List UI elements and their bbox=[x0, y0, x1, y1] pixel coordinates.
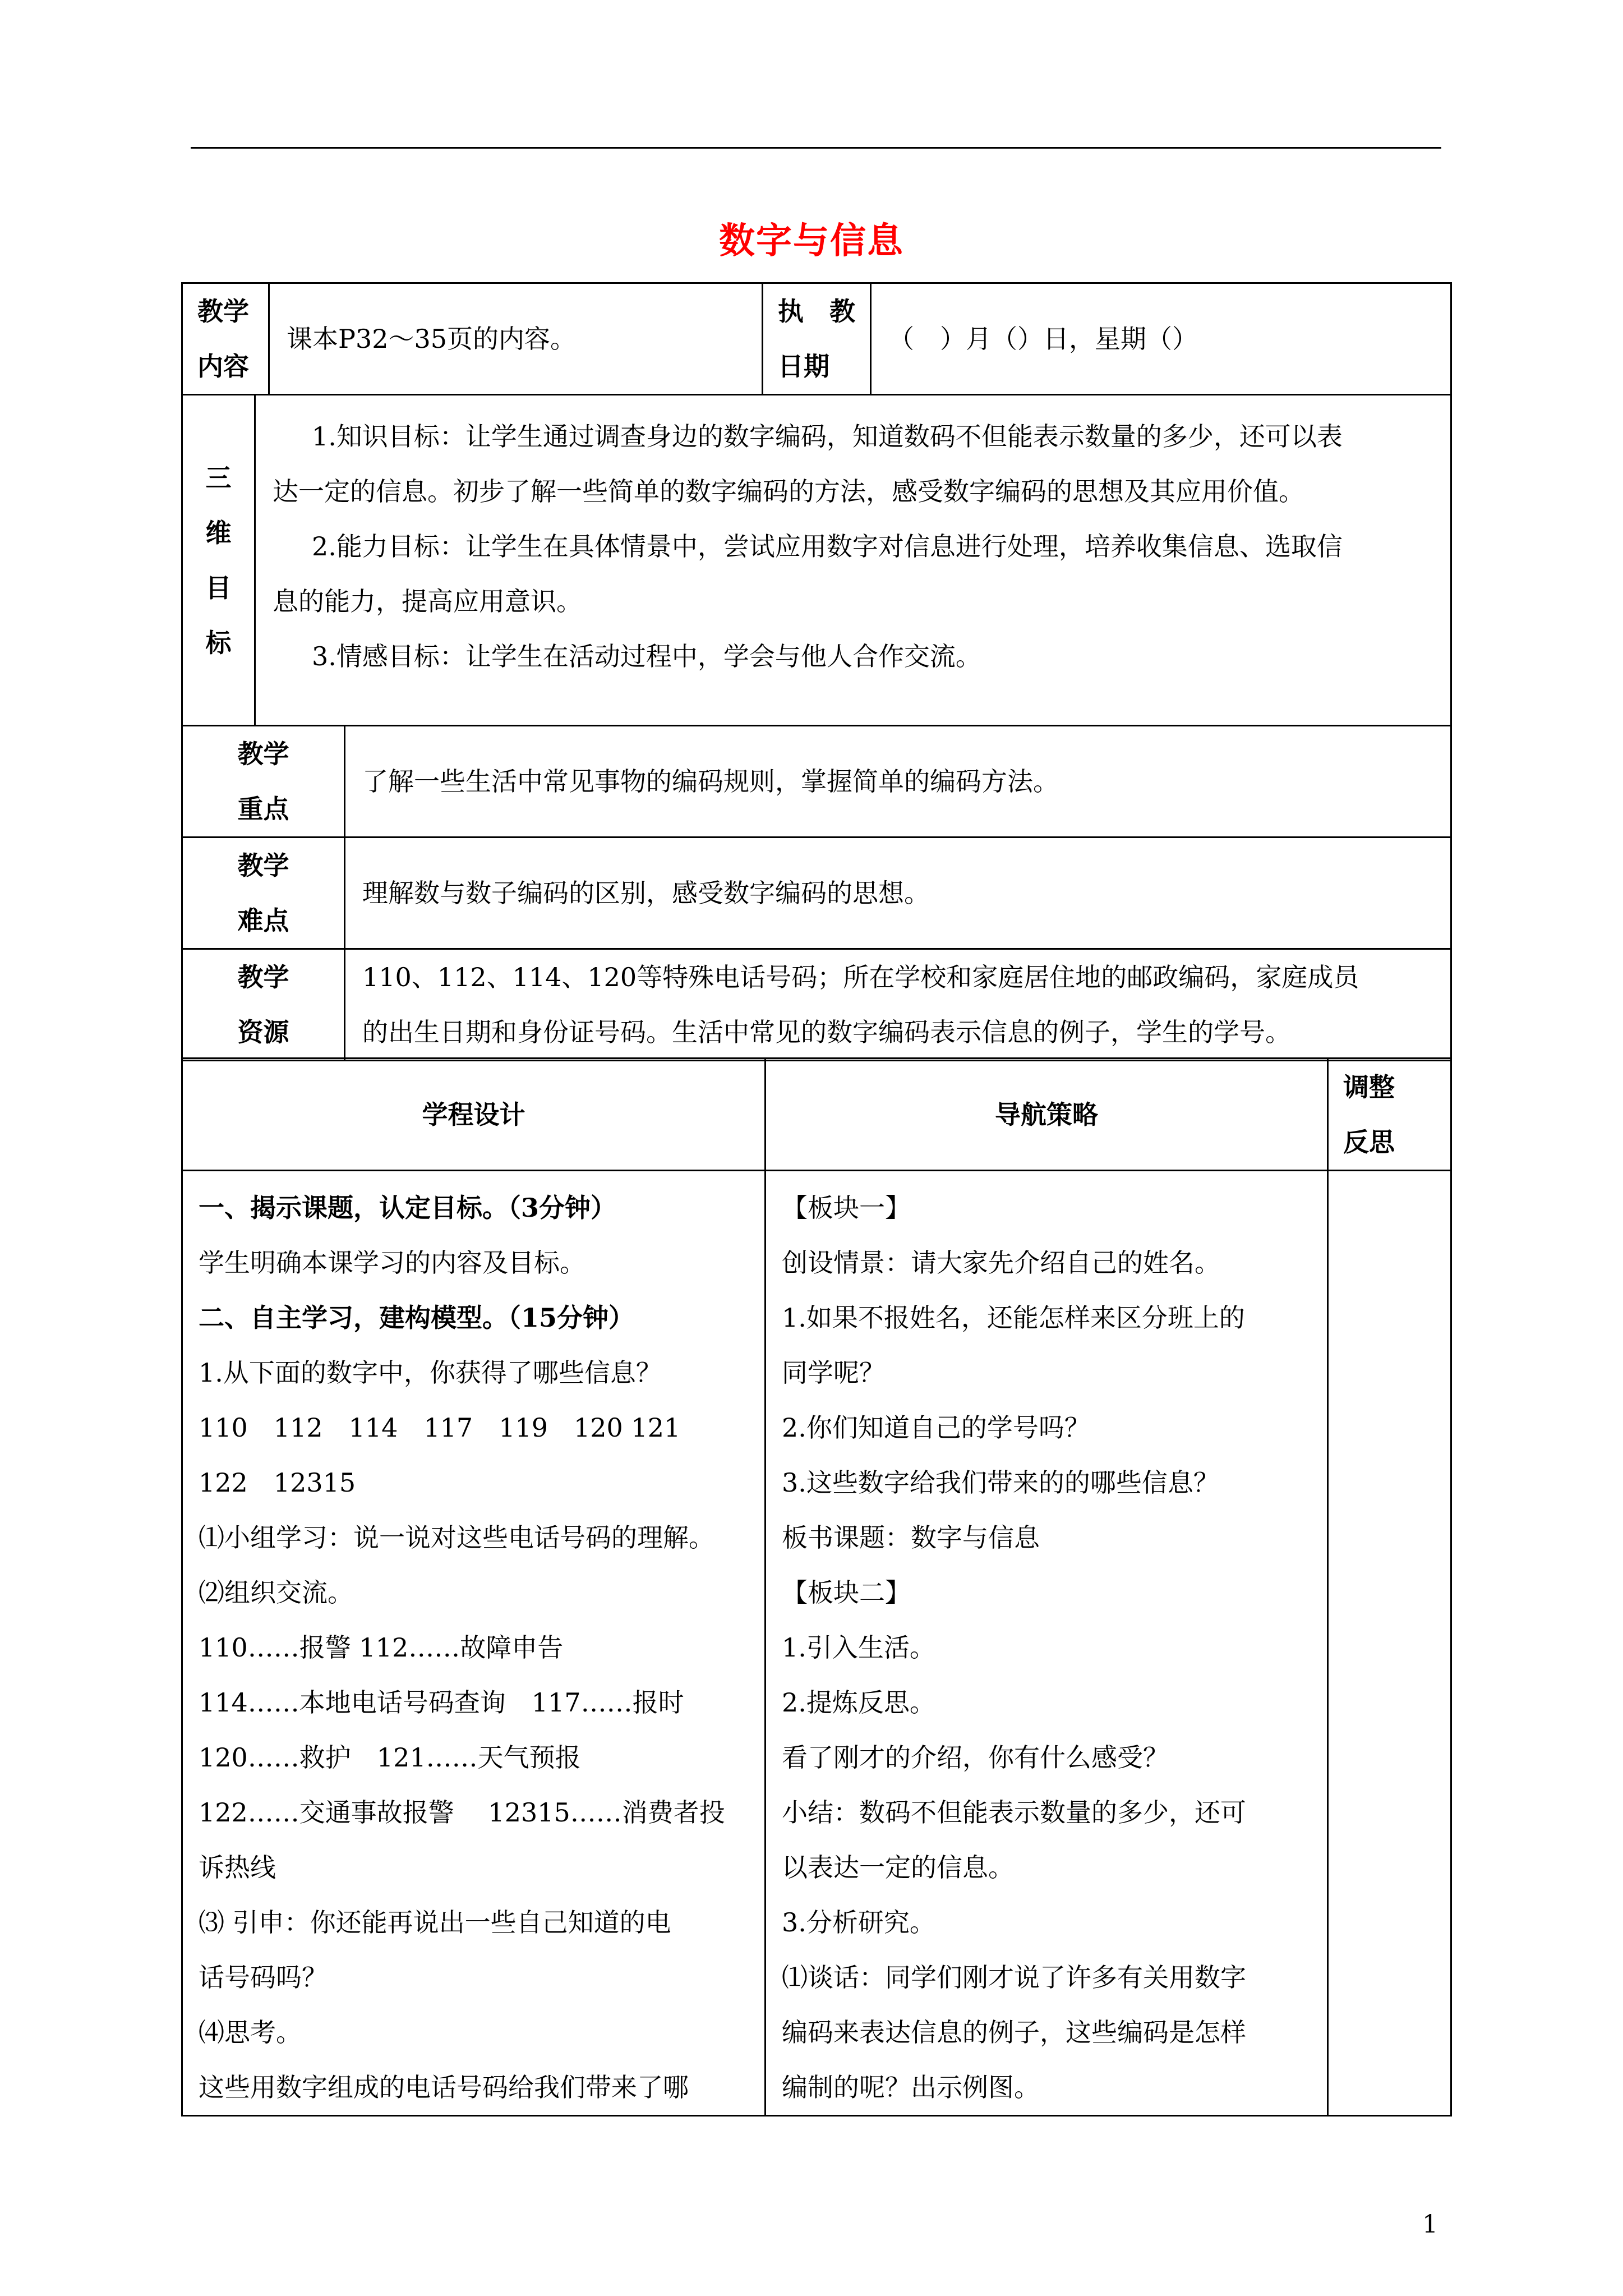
goals-row bbox=[182, 395, 1451, 726]
design-column: 一、揭示课题，认定目标。（3分钟） 学生明确本课学习的内容及目标。 二、自主学习，建构模型。（15分钟） 1.从下面的数字中，你获得了哪些信息？ 110 112 114 117 119 120 121 122 12315 ⑴小组学习：说一说对这些电话号码的理解。 ⑵组织交流。 110……报警 112……故障申告 114……本地电话号码查询 117……报时 120……救护 121……天气预报 122……交通事故报警 12315……消费者投 诉热线 ⑶ 引申：你还能再说出一些自己知道的电 话号码吗？ ⑷思考。 这些用数字组成的电话号码给我们带来了哪 bbox=[182, 1171, 766, 2116]
strategy-header: 导航策略 bbox=[766, 1059, 1328, 1171]
content-row bbox=[182, 283, 1451, 395]
strategy-column: 【板块一】 创设情景：请大家先介绍自己的姓名。 1.如果不报姓名，还能怎样来区分班上的 同学呢？ 2.你们知道自己的学号吗？ 3.这些数字给我们带来的的哪些信息？ 板书课题：数字与信息 【板块二】 1.引入生活。 2.提炼反思。 看了刚才的介绍，你有什么感受？ 小结：数码不但能表示数量的多少，还可 以表达一定的信息。 3.分析研究。 ⑴谈话：同学们刚才说了许多有关用数字 编码来表达信息的例子，这些编码是怎样 编制的呢？出示例图。 bbox=[766, 1171, 1328, 2116]
page-title: 数字与信息 bbox=[719, 220, 904, 262]
process-header-row bbox=[182, 1059, 1451, 1171]
header-rule bbox=[191, 147, 1441, 149]
goals-content: 1.知识目标：让学生通过调查身边的数字编码，知道数码不但能表示数量的多少，还可以表 达一定的信息。初步了解一些简单的数字编码的方法，感受数字编码的思想及其应用价值。 2.能力目标：让学生在具体情景中，尝试应用数字对信息进行处理，培养收集信息、选取信 息的能力，提高应用意识。 3.情感目标：让学生在活动过程中，学会与他人合作交流。 bbox=[255, 395, 1451, 726]
difficulty-row bbox=[182, 838, 1451, 949]
key-point-row bbox=[182, 726, 1451, 838]
difficulty-value: 理解数与数子编码的区别，感受数字编码的思想。 bbox=[345, 838, 1451, 949]
resources-label: 教学 资源 bbox=[182, 949, 345, 1061]
resources-value: 110、112、114、120等特殊电话号码；所在学校和家庭居住地的邮政编码，家庭成员 的出生日期和身份证号码。生活中常见的数字编码表示信息的例子，学生的学号。 bbox=[345, 949, 1451, 1061]
date-label: 执 教 日期 bbox=[763, 283, 871, 395]
page-number: 1 bbox=[1422, 2210, 1438, 2239]
reflect-column bbox=[1328, 1171, 1451, 2116]
content-value: 课本P32～35页的内容。 bbox=[269, 283, 763, 395]
goals-label: 三 维 目 标 bbox=[182, 395, 255, 726]
process-body-row bbox=[182, 1171, 1451, 2116]
content-label: 教学 内容 bbox=[182, 283, 269, 395]
date-value: （ ）月（）日，星期（） bbox=[871, 283, 1451, 395]
process-table bbox=[181, 1057, 1452, 2116]
key-point-value: 了解一些生活中常见事物的编码规则，掌握简单的编码方法。 bbox=[345, 726, 1451, 838]
reflect-header: 调整 反思 bbox=[1328, 1059, 1451, 1171]
key-point-label: 教学 重点 bbox=[182, 726, 345, 838]
difficulty-label: 教学 难点 bbox=[182, 838, 345, 949]
design-header: 学程设计 bbox=[182, 1059, 766, 1171]
resources-row bbox=[182, 949, 1451, 1061]
lesson-plan-table bbox=[181, 282, 1452, 1061]
